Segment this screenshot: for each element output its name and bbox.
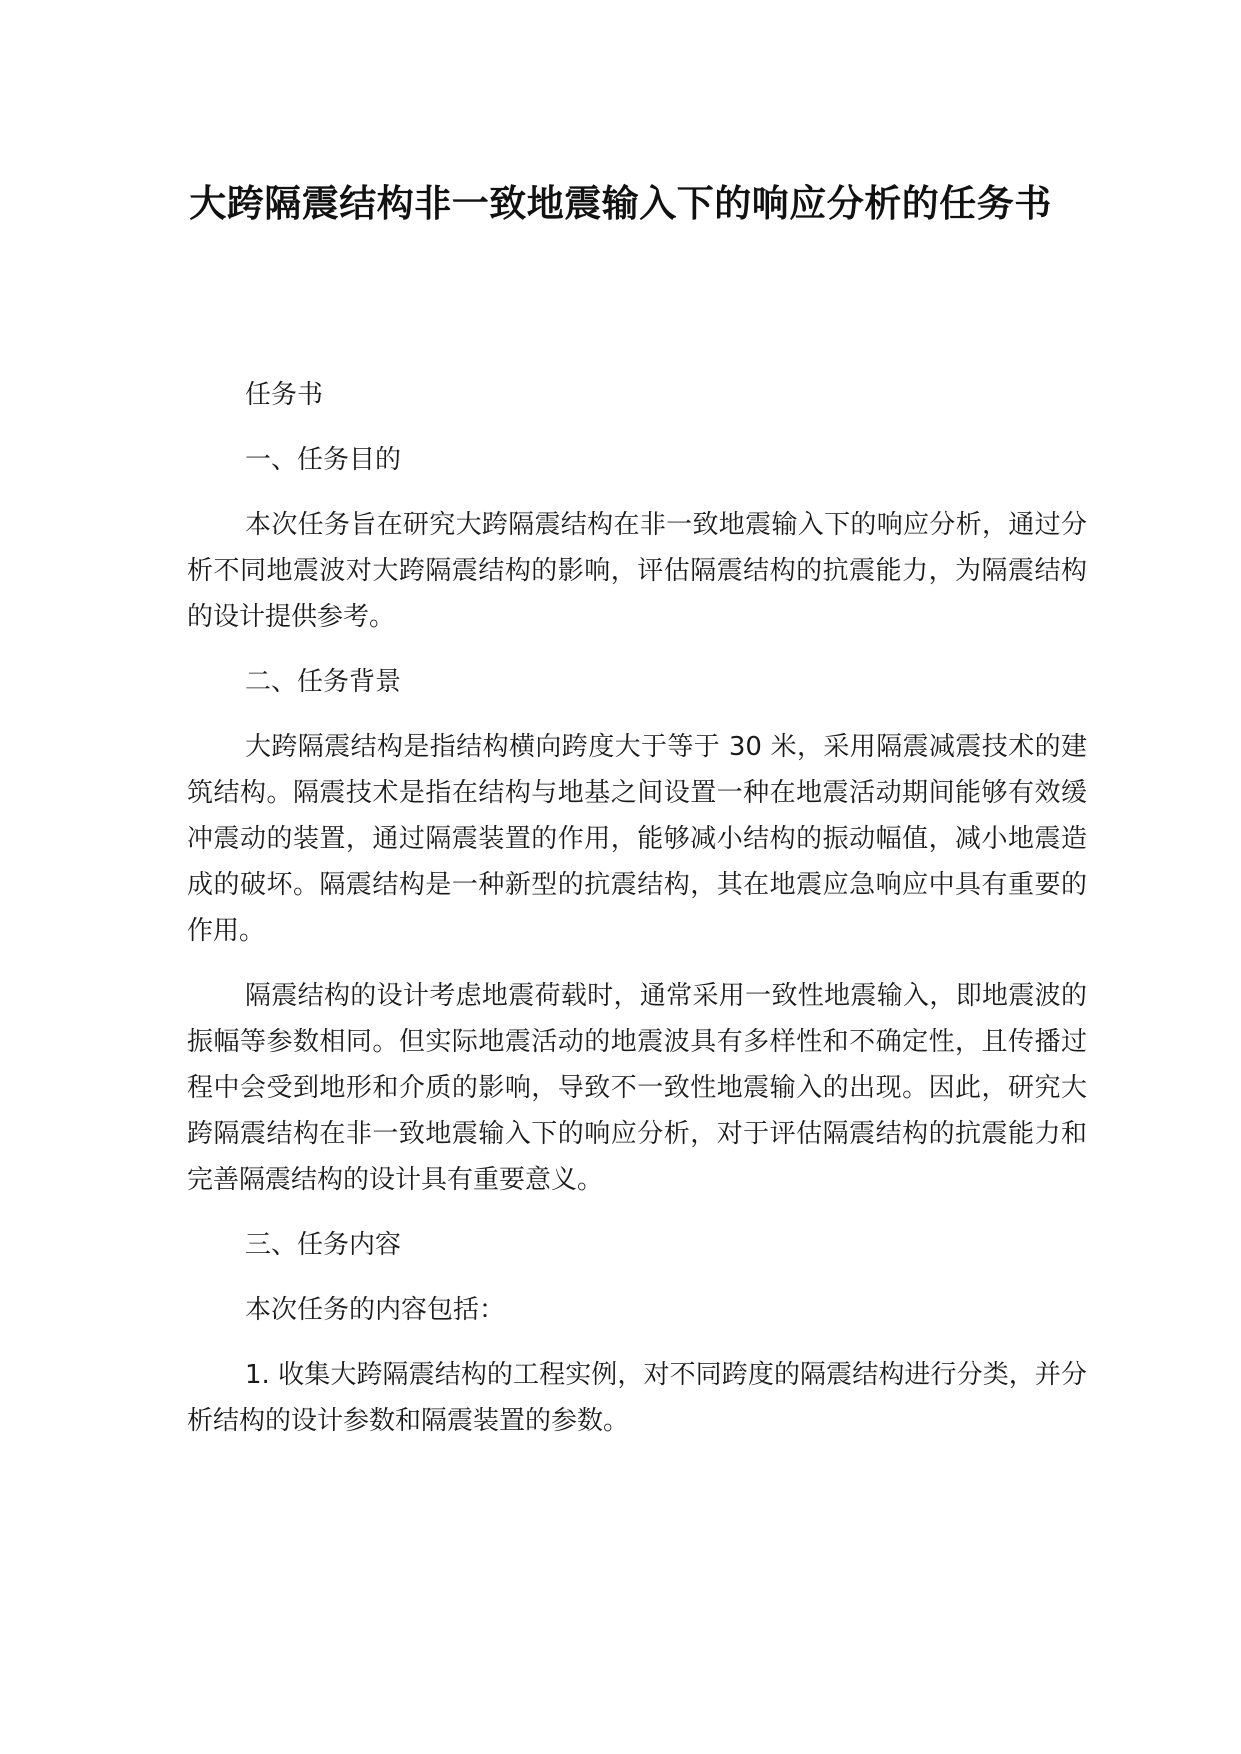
- document-title: 大跨隔震结构非一致地震输入下的响应分析的任务书: [189, 182, 1052, 225]
- section-heading-content: 三、任务内容: [245, 1230, 402, 1260]
- content-intro: 本次任务的内容包括：: [245, 1295, 506, 1325]
- paragraph-purpose: 本次任务旨在研究大跨隔震结构在非一致地震输入下的响应分析，通过分析不同地震波对大跨隔震结构的影响，评估隔震结构的抗震能力，为隔震结构的设计提供参考。: [187, 510, 1087, 632]
- section-heading-tasks: 任务书: [245, 380, 324, 410]
- paragraph-background-2: 隔震结构的设计考虑地震荷载时，通常采用一致性地震输入，即地震波的振幅等参数相同。但实际地震活动的地震波具有多样性和不确定性，且传播过程中会受到地形和介质的影响，导致不一致性地震输入的出现。因此，研究大跨隔震结构在非一致地震输入下的响应分析，对于评估隔震结构的抗震能力和完善隔震结构的设计具有重要意义。: [187, 981, 1087, 1195]
- content-item-1: 1. 收集大跨隔震结构的工程实例，对不同跨度的隔震结构进行分类，并分析结构的设计参数和隔震装置的参数。: [187, 1360, 1087, 1436]
- section-heading-background: 二、任务背景: [245, 667, 402, 697]
- section-heading-purpose: 一、任务目的: [245, 445, 402, 475]
- document-body: [187, 372, 1087, 1463]
- paragraph-background-1: 大跨隔震结构是指结构横向跨度大于等于 30 米，采用隔震减震技术的建筑结构。隔震技术是指在结构与地基之间设置一种在地震活动期间能够有效缓冲震动的装置，通过隔震装置的作用，能够减小结构的振动幅值，减小地震造成的破坏。隔震结构是一种新型的抗震结构，其在地震应急响应中具有重要的作用。: [187, 732, 1087, 946]
